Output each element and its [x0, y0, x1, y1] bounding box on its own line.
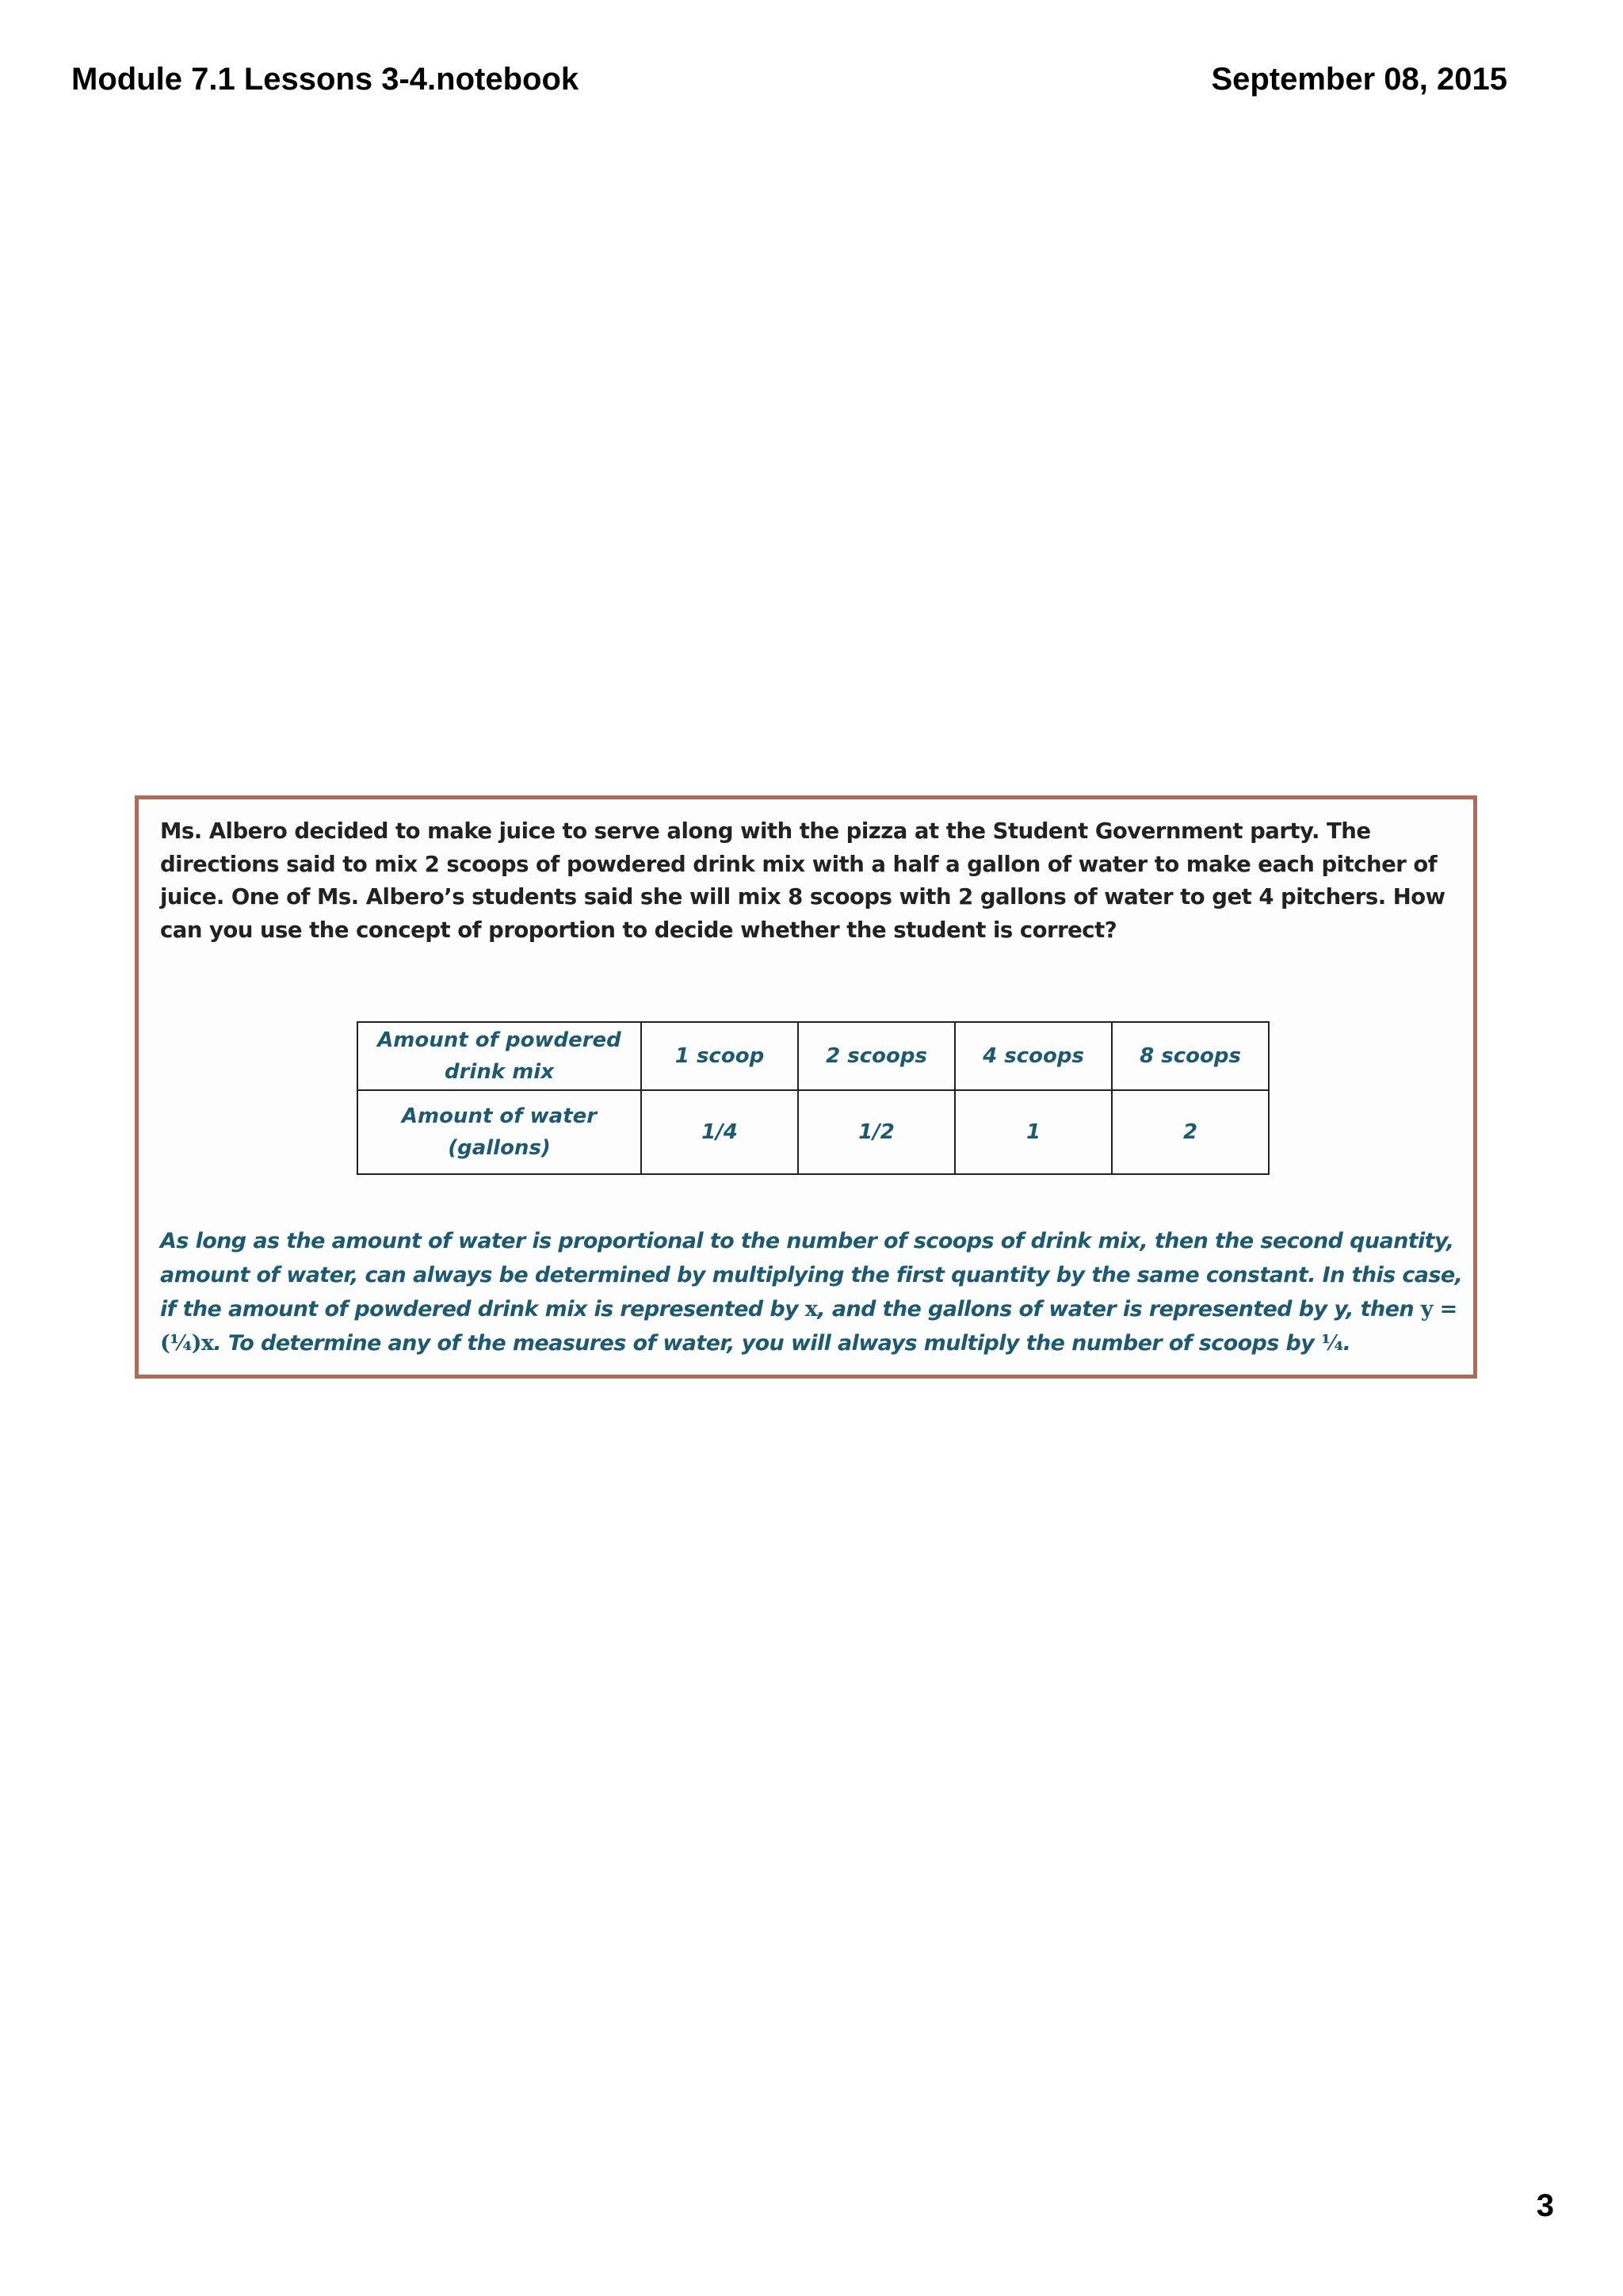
row-header-water: Amount of water (gallons)	[357, 1090, 641, 1174]
table-row	[357, 1090, 1269, 1174]
problem-statement: Ms. Albero decided to make juice to serve along with the pizza at the Student Government party. The directions said to mix 2 scoops of powdered drink mix with a half a gallon of water to make each pitcher of juice. One of Ms. Albero’s students said she will mix 8 scoops with 2 gallons of water to get 4 pitchers. How can you use the concept of proportion to decide whether the student is correct?	[160, 818, 1445, 943]
answer-text-part: . To determine any of the measures of water, you will always multiply the number of scoops by	[213, 1331, 1322, 1356]
answer-explanation	[160, 1224, 1468, 1360]
ratio-table	[357, 1021, 1270, 1175]
table-cell: 2	[1112, 1090, 1269, 1174]
math-variable-x: x	[804, 1297, 818, 1322]
answer-text-part: , and the gallons of water is represented by y, then	[817, 1297, 1421, 1322]
table-cell: 4 scoops	[955, 1022, 1112, 1090]
math-equation: y = (¼)x	[160, 1297, 1457, 1356]
table-cell: 1 scoop	[641, 1022, 798, 1090]
page-header	[71, 62, 1507, 109]
math-fraction: ¼	[1321, 1331, 1343, 1356]
notebook-title: Module 7.1 Lessons 3-4.notebook	[71, 62, 579, 97]
notebook-date: September 08, 2015	[1211, 62, 1507, 97]
page-number: 3	[1536, 2188, 1554, 2223]
table-cell: 1/2	[798, 1090, 955, 1174]
answer-text-part: As long as the amount of water is proportional to the number of scoops of drink mix, then the second quantity, amount of water, can always be determined by multiplying the first quantity by the same constant. In this case, if the amount of powdered drink mix is represented by	[160, 1229, 1463, 1322]
problem-box	[135, 795, 1477, 1379]
table-cell: 1	[955, 1090, 1112, 1174]
table-cell: 8 scoops	[1112, 1022, 1269, 1090]
answer-text-part: .	[1342, 1331, 1351, 1356]
table-row	[357, 1022, 1269, 1090]
table-cell: 1/4	[641, 1090, 798, 1174]
table-cell: 2 scoops	[798, 1022, 955, 1090]
row-header-drink-mix: Amount of powdered drink mix	[357, 1022, 641, 1090]
